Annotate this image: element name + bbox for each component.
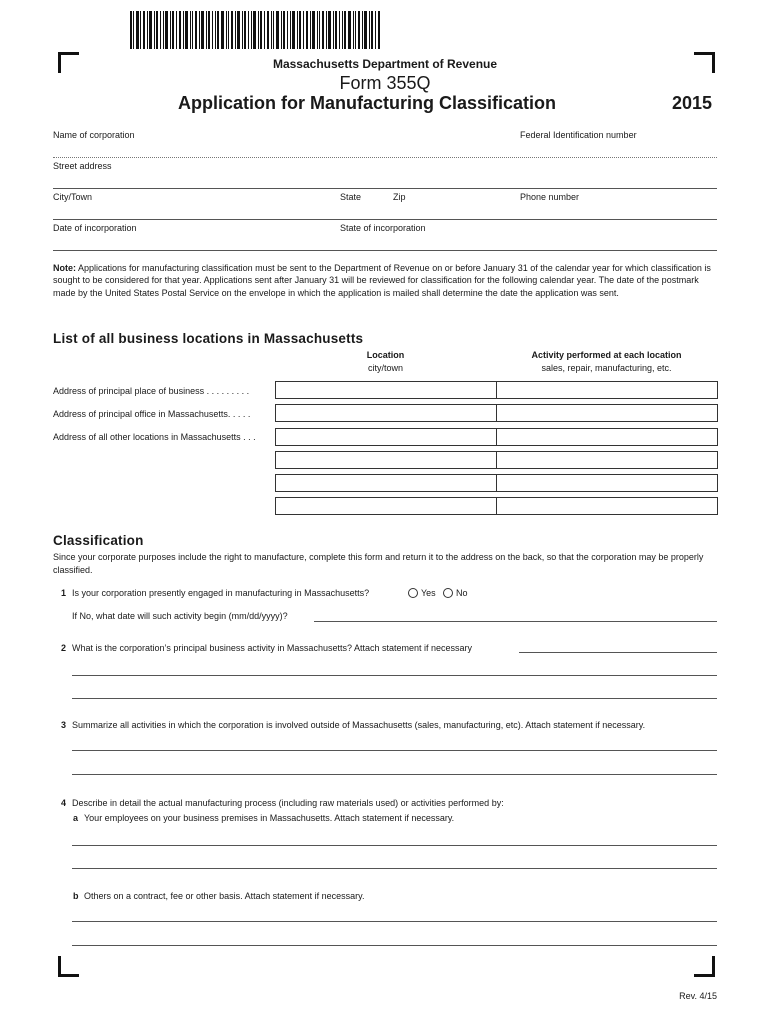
- q2-input-line-2[interactable]: [72, 675, 717, 676]
- q4b-letter: b: [73, 891, 79, 901]
- q2-text: What is the corporation’s principal business activity in Massachusetts? Attach statement if necessary: [72, 643, 473, 653]
- locations-title: List of all business locations in Massachusetts: [53, 331, 364, 346]
- location-input-3[interactable]: [275, 428, 497, 446]
- barcode: [130, 11, 382, 49]
- department-name: Massachusetts Department of Revenue: [272, 57, 498, 71]
- q4b-input-line-1[interactable]: [72, 921, 717, 922]
- q1-no-label: No: [456, 588, 468, 598]
- location-input-6[interactable]: [275, 497, 497, 515]
- col-activity-sub: sales, repair, manufacturing, etc.: [541, 363, 672, 373]
- q4-number: 4: [61, 798, 67, 808]
- q2-input-line-3[interactable]: [72, 698, 717, 699]
- label-date-of-incorporation: Date of incorporation: [53, 223, 137, 233]
- label-state: State: [340, 192, 362, 202]
- row-label-other-locations: Address of all other locations in Massachusetts . . .: [53, 432, 256, 442]
- activity-input-6[interactable]: [496, 497, 718, 515]
- form-year: 2015: [672, 93, 713, 113]
- col-activity-header: Activity performed at each location: [531, 350, 682, 360]
- input-city-state-zip-phone[interactable]: [53, 219, 717, 220]
- q3-input-line-1[interactable]: [72, 750, 717, 751]
- label-state-of-incorporation: State of incorporation: [340, 223, 426, 233]
- label-zip: Zip: [393, 192, 406, 202]
- q4a-letter: a: [73, 813, 79, 823]
- q3-number: 3: [61, 720, 67, 730]
- q1-no-radio[interactable]: [443, 588, 453, 598]
- classification-intro: Since your corporate purposes include the right to manufacture, complete this form and return it to the address on the back, so that the corporation may be properly classified.: [53, 552, 704, 575]
- activity-input-5[interactable]: [496, 474, 718, 492]
- input-name-of-corporation[interactable]: [53, 157, 717, 158]
- note-text: Applications for manufacturing classification must be sent to the Department of Revenue on or before January 31 of the calendar year for which classification is sought to be considered for that year. Applications sent after January 31 will be reviewed for classification for the following calendar year. The date of the postmark made by the United States Postal Service on the envelope in which the application is mailed shall determine the date the application was sent.: [53, 263, 711, 298]
- activity-input-4[interactable]: [496, 451, 718, 469]
- row-label-principal-place: Address of principal place of business . . . . . . . . .: [53, 386, 250, 396]
- location-input-4[interactable]: [275, 451, 497, 469]
- q4-text: Describe in detail the actual manufacturing process (including raw materials used) or activities performed by:: [72, 798, 504, 808]
- location-input-2[interactable]: [275, 404, 497, 422]
- q1-followup-input[interactable]: [314, 621, 717, 622]
- q4b-input-line-2[interactable]: [72, 945, 717, 946]
- q4a-input-line-2[interactable]: [72, 868, 717, 869]
- label-city-town: City/Town: [53, 192, 93, 202]
- classification-title: Classification: [53, 533, 144, 548]
- label-federal-id: Federal Identification number: [520, 130, 637, 140]
- row-label-principal-office: Address of principal office in Massachusetts. . . . .: [53, 409, 251, 419]
- label-name-of-corporation: Name of corporation: [53, 130, 135, 140]
- q1-followup-text: If No, what date will such activity begin (mm/dd/yyyy)?: [72, 611, 288, 621]
- location-input-5[interactable]: [275, 474, 497, 492]
- q3-input-line-2[interactable]: [72, 774, 717, 775]
- activity-input-2[interactable]: [496, 404, 718, 422]
- q3-text: Summarize all activities in which the corporation is involved outside of Massachusetts (sales, manufacturing, etc). Attach statement if necessary.: [72, 720, 646, 730]
- note-label: Note:: [53, 263, 76, 273]
- form-title: Application for Manufacturing Classification: [178, 93, 557, 113]
- corner-mark-top-left: [58, 52, 79, 73]
- q1-number: 1: [61, 588, 67, 598]
- label-street-address: Street address: [53, 161, 112, 171]
- corner-mark-top-right: [694, 52, 715, 73]
- q4b-text: Others on a contract, fee or other basis. Attach statement if necessary.: [84, 891, 365, 901]
- activity-input-3[interactable]: [496, 428, 718, 446]
- revision-label: Rev. 4/15: [679, 991, 717, 1001]
- col-location-header: Location: [366, 350, 405, 360]
- note-paragraph: [53, 262, 717, 299]
- input-street-address[interactable]: [53, 188, 717, 189]
- input-incorporation[interactable]: [53, 250, 717, 251]
- q1-text: Is your corporation presently engaged in manufacturing in Massachusetts?: [72, 588, 370, 598]
- q1-yes-radio[interactable]: [408, 588, 418, 598]
- q2-number: 2: [61, 643, 67, 653]
- q4a-text: Your employees on your business premises in Massachusetts. Attach statement if necessary.: [84, 813, 455, 823]
- corner-mark-bottom-right: [694, 956, 715, 977]
- label-phone-number: Phone number: [520, 192, 580, 202]
- corner-mark-bottom-left: [58, 956, 79, 977]
- q4a-input-line-1[interactable]: [72, 845, 717, 846]
- q1-yes-label: Yes: [421, 588, 436, 598]
- location-input-1[interactable]: [275, 381, 497, 399]
- col-location-sub: city/town: [367, 363, 403, 373]
- q2-input-line-1[interactable]: [519, 652, 717, 653]
- activity-input-1[interactable]: [496, 381, 718, 399]
- form-number: Form 355Q: [339, 73, 431, 93]
